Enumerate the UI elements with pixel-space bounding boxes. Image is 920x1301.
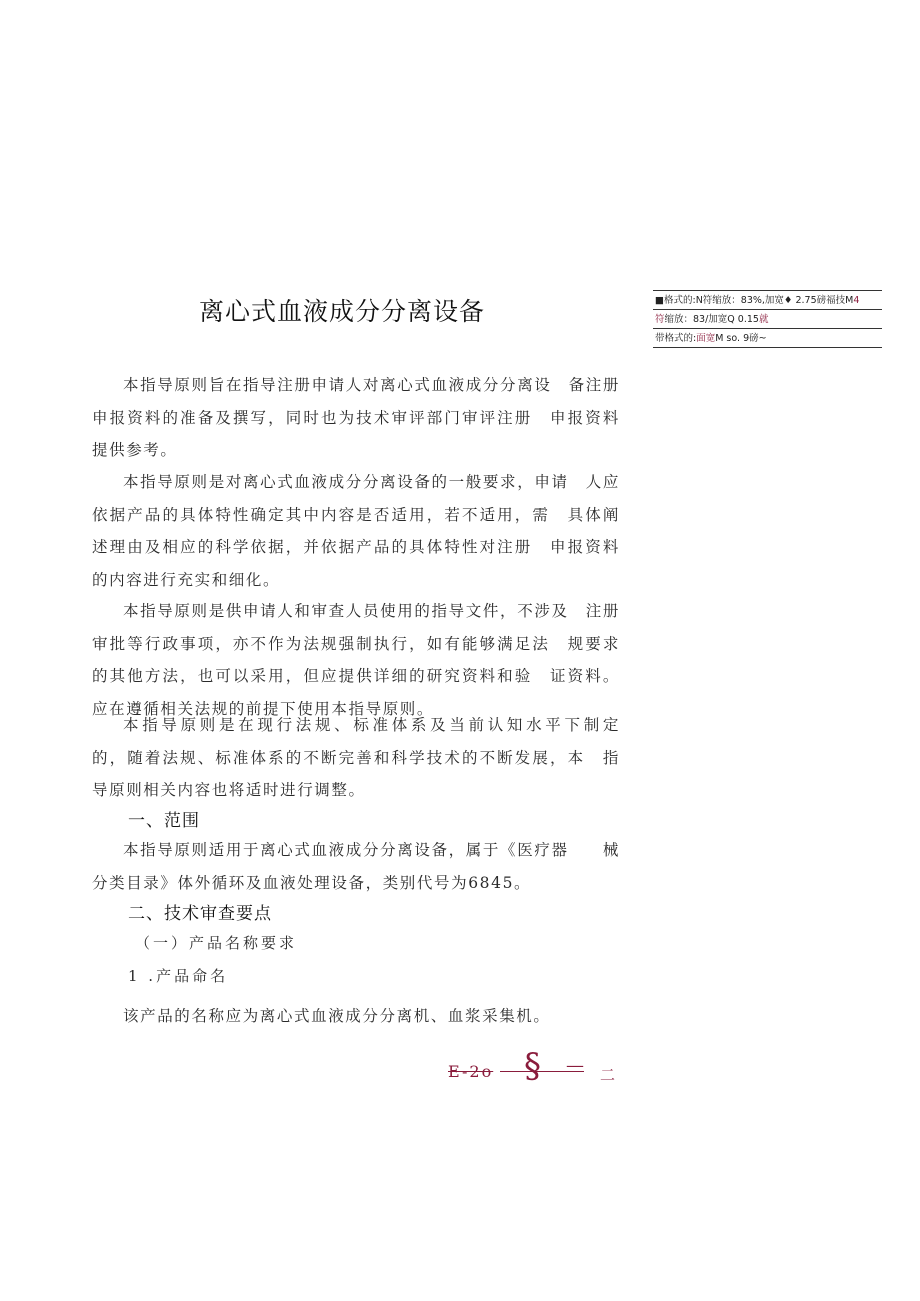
section-heading-review-points: 二、技术审查要点	[128, 904, 272, 924]
subsection-heading-product-name: （一）产品名称要求	[135, 934, 298, 952]
page-title: 离心式血液成分分离设备	[198, 297, 485, 326]
paragraph-usage: 本指导原则是供申请人和审查人员使用的指导文件，不涉及 注册审批等行政事项，亦不作为法规强制执行，如有能够满足法 规要求的其他方法，也可以采用，但应提供详细的研究资料和验 证资料。应在遵循相关法规的前提下使用本指导原则。	[92, 602, 620, 718]
paragraph-revision-note: 本指导原则是在现行法规、标准体系及当前认知水平下制定 的，随着法规、标准体系的不断完善和科学技术的不断发展，本 指导原则相关内容也将适时进行调整。	[92, 716, 655, 799]
section-heading-scope: 一、范围	[128, 811, 200, 831]
format-comment-text: 缩放：83/加宽Q 0.15	[664, 314, 759, 325]
format-comment-prefix: 带格式的:	[655, 333, 697, 344]
format-comment-tail: 就	[758, 314, 769, 325]
format-comment-prefix: ■格式的:	[655, 295, 696, 306]
format-comment-1[interactable]	[653, 290, 882, 309]
format-comment-accent: 4	[853, 295, 860, 306]
format-comment-3[interactable]	[653, 328, 882, 348]
paragraph-purpose: 本指导原则旨在指导注册申请人对离心式血液成分分离设 备注册申报资料的准备及撰写，同时也为技术审评部门审评注册 申报资料提供参考。	[92, 376, 620, 459]
revision-comments[interactable]	[653, 290, 882, 348]
format-comment-text: N符缩放：83%,加宽♦ 2.75磅福技M	[695, 295, 854, 306]
format-comment-accent: 面宽	[696, 333, 716, 344]
format-comment-2[interactable]	[653, 309, 882, 328]
paragraph-naming: 该产品的名称应为离心式血液成分分离机、血浆采集机。	[123, 1007, 551, 1025]
footer-dash: —	[566, 1055, 584, 1076]
subsection-heading-naming: 1 .产品命名	[128, 967, 229, 985]
section-sign-icon: §	[524, 1046, 541, 1086]
paragraph-scope: 本指导原则适用于离心式血液成分分离设备，属于《医疗器 械分类目录》体外循环及血液处理设备，类别代号为6845。	[92, 841, 620, 892]
format-comment-accent: 符	[655, 314, 665, 325]
footer-page-number: E-2o	[448, 1062, 494, 1081]
page-footer-mark	[448, 1046, 628, 1090]
format-comment-text: M so. 9磅~	[715, 333, 767, 344]
paragraph-scope-requirements: 本指导原则是对离心式血液成分分离设备的一般要求，申请 人应依据产品的具体特性确定其中内容是否适用，若不适用，需 具体阐述理由及相应的科学依据，并依据产品的具体特性对注册 申报资料的内容进行充实和细化。	[92, 473, 620, 589]
footer-right-mark: 二	[600, 1066, 616, 1084]
